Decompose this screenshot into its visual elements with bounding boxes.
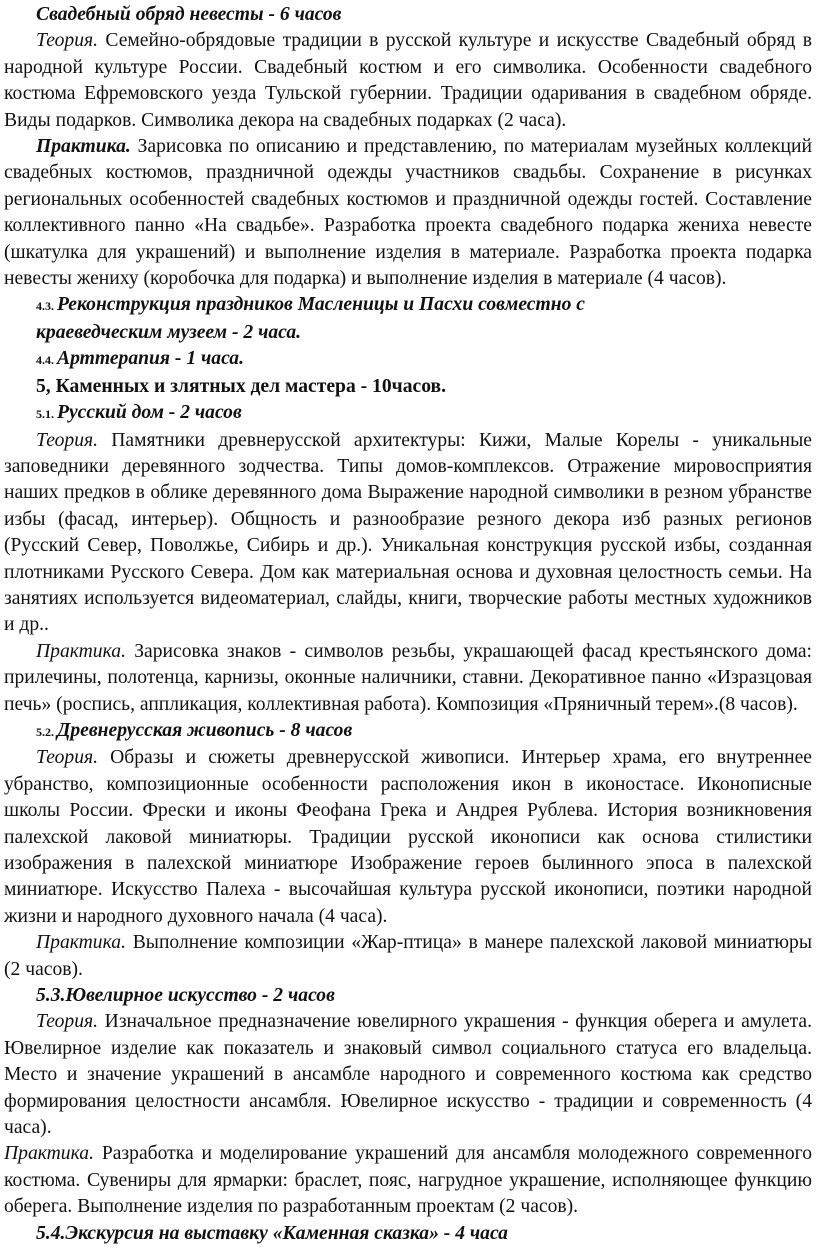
paragraph-5-1-practice — [4, 639, 812, 718]
practice-label: Практика. — [36, 640, 126, 662]
practice-label: Практика. — [36, 136, 131, 158]
practice-text: Разработка и моделирование украшений для ансамбля молодежного современного костюма. Сувениры для ярмарки: браслет, пояс, нагрудное украшение, исполняющее функцию оберега. Выполнение изделия по разработанным проектам (2 часов). — [4, 1143, 812, 1218]
section-title-5-3: 5.3.Ювелирное искусство - 2 часов — [36, 985, 335, 1007]
paragraph-5-1-theory — [4, 428, 812, 639]
paragraph-wedding-practice — [4, 134, 812, 292]
practice-text: Зарисовка знаков - символов резьбы, украшающей фасад крестьянского дома: прилечины, полотенца, карнизы, оконные наличники, ставни. Декоративное панно «Изразцовая печь» (роспись, аппликация, коллективная работа). Композиция «Пряничный терем».(8 часов). — [4, 640, 812, 715]
practice-text: Выполнение композиции «Жар-птица» в манере палехской лаковой миниатюры (2 часов). — [4, 932, 812, 980]
practice-text: Зарисовка по описанию и представлению, по материалам музейных коллекций свадебных костюмов, праздничной одежды участников свадьбы. Сохранение в рисунках региональных особенностей свадебных костюмов и праздничной одежды гостей. Составление коллективного панно «На свадьбе». Разработка проекта свадебного подарка жениха невесте (шкатулка для украшений) и выполнение изделия в материале. Разработка проекта подарка невесты жениху (коробочка для подарка) и выполнение изделия в материале (4 часов). — [4, 136, 812, 290]
theory-text: Образы и сюжеты древнерусской живописи. Интерьер храма, его внутреннее убранство, композиционные особенности расположения икон в иконостасе. Иконописные школы России. Фрески и иконы Феофана Грека и Андрея Рублева. История возникновения палехской лаковой миниатюры. Традиции русской иконописи как основа стилистики изображения в палехской миниатюре Изображение героев былинного эпоса в палехской миниатюре. Искусство Палеха - высочайшая культура русской иконописи, поэтики народной жизни и народного духовного начала (4 часа). — [4, 747, 812, 927]
section-title-text: Арттерапия - 1 часа. — [57, 348, 244, 370]
section-title-4-3-line-2: краеведческим музеем - 2 часа. — [36, 321, 302, 343]
section-title-text: Русский дом - 2 часов — [57, 402, 242, 424]
practice-label: Практика. — [4, 1143, 94, 1165]
theory-text: Семейно-обрядовые традиции в русской культуре и искусстве Свадебный обряд в народной культуре России. Свадебный костюм и его символика. Особенности свадебного костюма Ефремовского уезда Тульской губернии. Традиции одаривания в свадебном обряде. Виды подарков. Символика декора на свадебных подарках (2 часа). — [4, 30, 812, 131]
theory-label: Теория. — [36, 30, 99, 52]
theory-label: Теория. — [36, 747, 99, 769]
section-title-4-3 — [4, 292, 812, 319]
theory-label: Теория. — [36, 1011, 99, 1033]
paragraph-5-3-practice — [4, 1141, 812, 1220]
section-title-5-2 — [4, 718, 812, 745]
section-title-5-4: 5.4.Экскурсия на выставку «Каменная сказка» - 4 часа — [36, 1222, 508, 1244]
section-number: 5.1. — [36, 407, 54, 422]
theory-text: Изначальное предназначение ювелирного украшения - функция оберега и амулета. Ювелирное изделие как показатель и знаковый символ социального статуса его владельца. Место и значение украшений в ансамбле народного и современного костюма как средство формирования целостности ансамбля. Ювелирное искусство - традиции и современность (4 часа). — [4, 1011, 812, 1139]
paragraph-5-2-theory — [4, 745, 812, 930]
section-title-4-4 — [4, 346, 812, 373]
section-title-wedding-rite: Свадебный обряд невесты - 6 часов — [36, 4, 342, 25]
section-number: 4.3. — [36, 299, 54, 314]
practice-label: Практика. — [36, 932, 126, 954]
section-number: 5.2. — [36, 724, 54, 739]
section-title-5-1 — [4, 400, 812, 427]
section-title-text: Древнерусская живопись - 8 часов — [57, 719, 353, 741]
section-number: 4.4. — [36, 353, 54, 368]
theory-text: Памятники древнерусской архитектуры: Кижи, Малые Корелы - уникальные заповедники деревянного зодчества. Типы домов-комплексов. Отражение мировосприятия наших предков в облике деревянного дома Выражение народной символики в резном убранстве избы (фасад, интерьер). Общность и разнообразие резного декора изб разных регионов (Русский Север, Поволжье, Сибирь и др.). Уникальная конструкция русской избы, созданная плотниками Русского Севера. Дом как материальная основа и духовная целостность семьи. На занятиях используется видеоматериал, слайды, книги, творческие работы местных художников и др.. — [4, 429, 812, 636]
theory-label: Теория. — [36, 429, 99, 451]
paragraph-5-2-practice — [4, 930, 812, 983]
section-title-line-1: Реконструкция праздников Масленицы и Пасхи совместно с — [57, 294, 585, 316]
section-title-5: 5, Каменных и злятных дел мастера - 10часов. — [36, 375, 446, 397]
paragraph-wedding-theory — [4, 28, 812, 134]
paragraph-5-3-theory — [4, 1009, 812, 1141]
